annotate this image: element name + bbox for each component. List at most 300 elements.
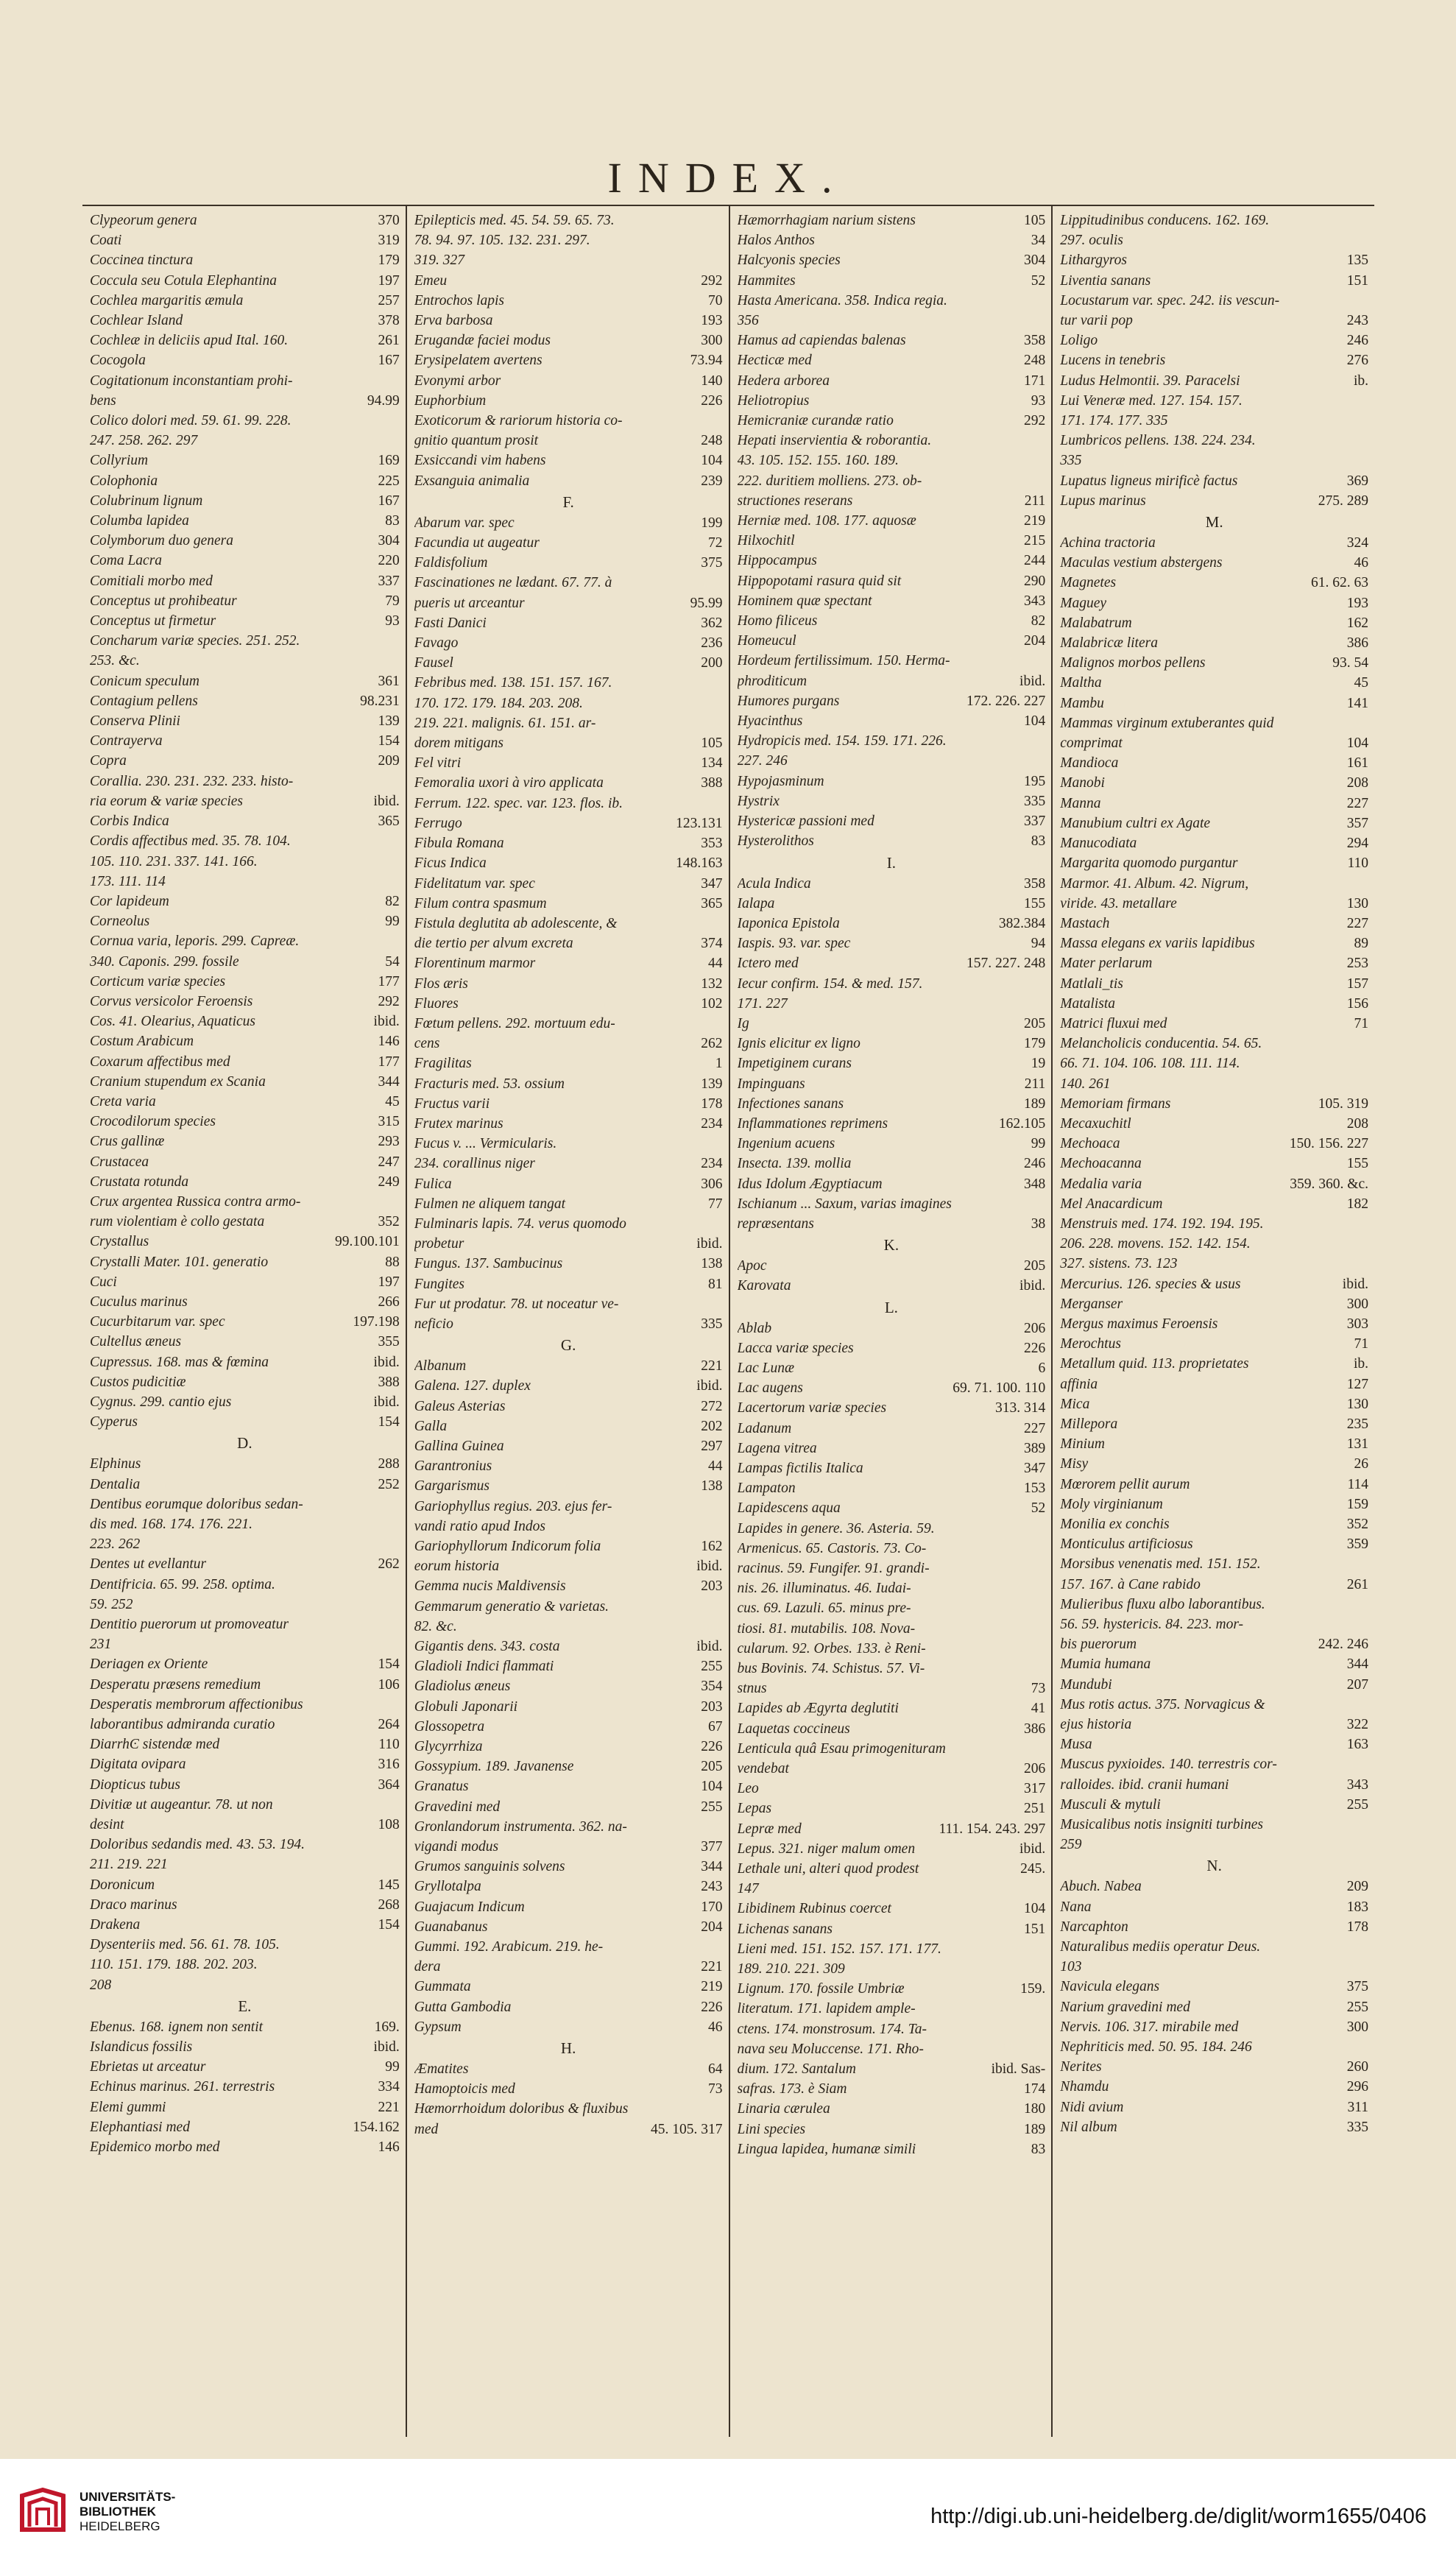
entry-pages: ibid. — [1019, 1278, 1046, 1294]
entry-term: Mambu — [1060, 695, 1104, 711]
entry-pages: 296 — [1346, 2079, 1368, 2095]
entry-pages: 154 — [378, 733, 400, 749]
entry-pages: ibid. — [696, 1559, 723, 1575]
entry-pages: 99 — [385, 914, 400, 930]
entry-term: Concharum variæ species. 251. 252. — [90, 633, 300, 649]
index-entry — [738, 1779, 1046, 1799]
section-letter: K. — [883, 1236, 900, 1255]
entry-pages: 343 — [1346, 1776, 1368, 1793]
entry-term: Abarum var. spec — [414, 515, 515, 531]
entry-pages: 355 — [378, 1334, 400, 1350]
entry-term: Columba lapidea — [90, 513, 189, 529]
entry-pages: 73 — [1031, 1681, 1046, 1697]
index-entry — [414, 974, 723, 994]
entry-pages: 82 — [385, 893, 400, 909]
index-entry — [414, 451, 723, 470]
entry-pages: 71 — [1354, 1015, 1368, 1031]
index-entry — [90, 1372, 400, 1392]
index-entry — [90, 952, 400, 972]
entry-term: Lac augens — [737, 1380, 803, 1397]
entry-term: Fidelitatum var. spec — [414, 875, 535, 892]
entry-term: Hysterolithos — [737, 833, 814, 850]
index-entry — [738, 1458, 1046, 1478]
entry-term: phroditicum — [737, 673, 807, 689]
entry-pages: 234 — [701, 1156, 723, 1172]
index-entry — [414, 1476, 723, 1496]
entry-term: Achina tractoria — [1060, 535, 1156, 551]
index-entry — [90, 892, 400, 911]
index-entry — [414, 1757, 723, 1776]
index-entry — [1060, 1174, 1368, 1194]
index-entry — [414, 1214, 723, 1234]
entry-term: 170. 172. 179. 184. 203. 208. — [414, 695, 583, 711]
index-entry — [414, 1094, 723, 1114]
entry-term: 78. 94. 97. 105. 132. 231. 297. — [414, 233, 590, 249]
index-entry — [738, 250, 1046, 270]
entry-term: pueris ut arceantur — [414, 595, 525, 611]
index-entry — [414, 794, 723, 814]
entry-pages: 335 — [701, 1316, 723, 1332]
entry-term: desint — [90, 1817, 124, 1833]
entry-pages: 46 — [1354, 555, 1368, 571]
index-entry — [738, 350, 1046, 370]
section-letter: E. — [238, 1997, 252, 2015]
entry-term: Custos pudicitiæ — [90, 1374, 186, 1390]
index-entry — [90, 911, 400, 931]
entry-pages: 180 — [1024, 2101, 1046, 2117]
entry-term: Crystalli Mater. 101. generatio — [90, 1254, 269, 1270]
entry-term: 253. &c. — [90, 653, 140, 669]
entry-term: 222. duritiem molliens. 273. ob- — [737, 473, 922, 489]
index-entry — [414, 1014, 723, 1034]
index-entry — [414, 613, 723, 633]
entry-term: Nil album — [1060, 2119, 1117, 2135]
entry-term: Mammas virginum extuberantes quid — [1060, 715, 1274, 731]
entry-pages: 352 — [378, 1214, 400, 1230]
entry-term: Humores purgans — [737, 693, 840, 709]
entry-term: Menstruis med. 174. 192. 194. 195. — [1060, 1215, 1264, 1232]
index-entry — [414, 350, 723, 370]
entry-term: ria eorum & variæ species — [90, 793, 243, 809]
index-entry — [414, 553, 723, 573]
entry-pages: 203 — [701, 1698, 723, 1715]
entry-pages: 127 — [1346, 1376, 1368, 1392]
entry-term: Lucens in tenebris — [1060, 353, 1166, 369]
entry-term: Cochlear Island — [90, 313, 183, 329]
index-entry — [414, 733, 723, 753]
entry-pages: 275. 289 — [1318, 493, 1368, 509]
index-entry — [1060, 833, 1368, 853]
index-entry — [90, 451, 400, 470]
entry-term: Lagena vitrea — [737, 1440, 817, 1456]
index-entry — [738, 671, 1046, 691]
index-entry — [414, 1314, 723, 1334]
entry-pages: 205 — [1024, 1015, 1046, 1031]
entry-pages: 377 — [701, 1839, 723, 1855]
index-entry — [90, 1554, 400, 1574]
entry-term: Ficus Indica — [414, 855, 487, 872]
index-entry — [90, 1272, 400, 1292]
entry-pages: 261 — [1346, 1576, 1368, 1592]
entry-pages: 108 — [378, 1817, 400, 1833]
index-entry — [414, 894, 723, 914]
index-entry — [414, 1556, 723, 1576]
entry-term: Manucodiata — [1060, 836, 1137, 852]
index-entry — [1060, 814, 1368, 833]
entry-term: Desperatis membrorum affectionibus — [90, 1696, 303, 1712]
entry-term: Lepas — [737, 1801, 772, 1817]
entry-term: Colophonia — [90, 473, 158, 489]
index-entry — [738, 811, 1046, 831]
index-entry — [90, 2057, 400, 2077]
index-entry — [414, 1576, 723, 1596]
entry-pages: 292 — [1024, 413, 1046, 429]
entry-term: Cygnus. 299. cantio ejus — [90, 1394, 232, 1410]
index-entry — [1060, 1274, 1368, 1294]
entry-term: Musa — [1060, 1737, 1092, 1753]
library-logo[interactable] — [16, 2485, 175, 2538]
entry-term: Mecaxuchitl — [1060, 1115, 1131, 1132]
entry-term: bens — [90, 392, 116, 409]
index-entry — [414, 1676, 723, 1696]
index-entry — [738, 571, 1046, 591]
index-entry — [414, 753, 723, 773]
entry-pages: 45 — [1354, 675, 1368, 691]
index-entry — [90, 1915, 400, 1935]
entry-term: Gemma nucis Maldivensis — [414, 1578, 566, 1595]
entry-term: 335 — [1060, 453, 1082, 469]
entry-term: Gariophyllorum Indicorum folia — [414, 1539, 601, 1554]
index-entry — [90, 331, 400, 350]
entry-term: Cranium stupendum ex Scania — [90, 1073, 266, 1090]
index-entry — [1060, 633, 1368, 653]
entry-term: Lapidescens aqua — [737, 1500, 841, 1517]
index-entry — [1060, 1554, 1368, 1574]
entry-term: Gariophyllus regius. 203. ejus fer- — [414, 1498, 612, 1514]
entry-term: bis puerorum — [1060, 1637, 1137, 1653]
index-entry — [90, 291, 400, 311]
entry-pages: 354 — [701, 1679, 723, 1695]
index-entry — [90, 551, 400, 571]
entry-term: Corvus versicolor Feroensis — [90, 993, 253, 1009]
entry-term: Cor lapideum — [90, 893, 169, 909]
index-entry — [738, 2099, 1046, 2119]
entry-term: Marmor. 41. Album. 42. Nigrum, — [1060, 875, 1249, 892]
index-entry — [738, 1879, 1046, 1899]
entry-term: Lepus. 321. niger malum omen — [737, 1841, 916, 1857]
index-entry — [90, 250, 400, 270]
entry-term: Fascinationes ne lædant. 67. 77. à — [414, 575, 612, 591]
entry-term: Cyperus — [90, 1414, 138, 1430]
index-entry — [414, 1656, 723, 1676]
entry-pages: 219 — [1024, 513, 1046, 529]
index-entry — [738, 551, 1046, 571]
entry-term: Cochlea margaritis æmula — [90, 292, 244, 308]
index-entry — [1060, 1754, 1368, 1774]
entry-term: 147 — [737, 1881, 759, 1897]
entry-term: Digitata ovipara — [90, 1757, 186, 1773]
entry-term: Lumbricos pellens. 138. 224. 234. — [1060, 433, 1256, 449]
index-entry — [738, 2120, 1046, 2139]
entry-pages: 98.231 — [360, 693, 400, 709]
index-entry — [90, 1754, 400, 1774]
entry-term: Manubium cultri ex Agate — [1060, 815, 1211, 831]
entry-term: Monticulus artificiosus — [1060, 1536, 1193, 1553]
index-entry — [1060, 1414, 1368, 1434]
index-entry — [1060, 1575, 1368, 1595]
index-entry — [738, 1439, 1046, 1458]
index-entry — [90, 1955, 400, 1975]
entry-pages: 189 — [1024, 2121, 1046, 2137]
index-entry — [90, 511, 400, 531]
entry-term: Epidemico morbo med — [90, 2139, 220, 2156]
entry-term: Muscus pyxioides. 140. terrestris cor- — [1060, 1757, 1277, 1773]
entry-pages: 292 — [378, 993, 400, 1009]
index-entry — [1060, 1014, 1368, 1034]
entry-term: Glycyrrhiza — [414, 1739, 483, 1755]
entry-term: Dentalia — [90, 1476, 141, 1492]
entry-term: 247. 258. 262. 297 — [90, 433, 198, 449]
entry-pages: 234 — [701, 1115, 723, 1132]
entry-term: Guajacum Indicum — [414, 1899, 525, 1915]
entry-pages: 206 — [1024, 1761, 1046, 1777]
entry-pages: ib. — [1353, 1356, 1368, 1372]
entry-term: Loligo — [1060, 333, 1098, 349]
entry-term: Echinus marinus. 261. terrestris — [90, 2079, 275, 2095]
index-entry — [90, 1514, 400, 1534]
index-entry — [90, 1172, 400, 1192]
index-entry — [1060, 573, 1368, 593]
entry-term: Flos æris — [414, 975, 468, 992]
entry-term: Apoc — [737, 1258, 767, 1274]
entry-pages: 264 — [378, 1717, 400, 1733]
entry-term: Femoralia uxori à viro applicata — [414, 775, 604, 791]
entry-pages: 375 — [1346, 1979, 1368, 1995]
index-entry — [90, 791, 400, 811]
entry-term: Lac Lunæ — [737, 1360, 794, 1376]
index-entry — [414, 2099, 723, 2119]
entry-pages: 202 — [701, 1418, 723, 1434]
entry-pages: 334 — [378, 2079, 400, 2095]
entry-pages: ibid. — [1019, 673, 1046, 689]
entry-pages: 174 — [1024, 2081, 1046, 2097]
index-entry — [414, 1877, 723, 1896]
permalink-url[interactable]: http://digi.ub.uni-heidelberg.de/diglit/worm1655/0406 — [930, 2505, 1427, 2528]
index-entry — [90, 2097, 400, 2117]
index-entry — [738, 1919, 1046, 1939]
entry-term: Lupatus ligneus mirificè factus — [1060, 473, 1238, 489]
entry-term: Erva barbosa — [414, 313, 493, 329]
entry-term: Lignum. 170. fossile Umbriæ — [737, 1981, 905, 1997]
index-entry — [1060, 914, 1368, 934]
entry-term: Mercurius. 126. species & usus — [1060, 1276, 1241, 1292]
entry-pages: 130 — [1346, 895, 1368, 911]
entry-term: Ig — [737, 1015, 749, 1031]
index-entry — [1060, 1294, 1368, 1314]
entry-term: 327. sistens. 73. 123 — [1060, 1256, 1178, 1272]
index-entry — [1060, 694, 1368, 713]
entry-pages: 215 — [1024, 533, 1046, 549]
entry-term: Mel Anacardicum — [1060, 1196, 1163, 1212]
viewer-footer — [0, 2459, 1456, 2576]
entry-term: Maguey — [1060, 595, 1107, 611]
entry-pages: 79 — [385, 593, 400, 609]
entry-term: Guanabanus — [414, 1919, 488, 1935]
index-entry — [1060, 1194, 1368, 1214]
entry-term: Doronicum — [90, 1877, 155, 1893]
entry-term: Corneolus — [90, 914, 150, 930]
entry-pages: 388 — [701, 775, 723, 791]
index-entry — [738, 1939, 1046, 1959]
entry-pages: 347 — [701, 875, 723, 892]
entry-term: Infectiones sanans — [737, 1095, 844, 1112]
entry-pages: 169. — [374, 2019, 400, 2035]
index-entry — [414, 953, 723, 973]
entry-term: 259 — [1060, 1837, 1082, 1853]
entry-pages: 374 — [701, 936, 723, 952]
index-entry — [1060, 1815, 1368, 1835]
entry-term: Exsanguia animalia — [414, 473, 530, 489]
entry-pages: 99 — [1031, 1136, 1046, 1152]
page-title: INDEX. — [607, 154, 849, 202]
entry-term: Gummata — [414, 1979, 471, 1995]
index-entry — [738, 1619, 1046, 1639]
entry-pages: 123.131 — [676, 815, 723, 831]
entry-term: Fel vitri — [414, 755, 462, 772]
index-entry — [90, 1152, 400, 1172]
entry-pages: ibid. — [696, 1378, 723, 1394]
entry-pages: 239 — [701, 473, 723, 489]
entry-term: Lampaton — [737, 1481, 796, 1497]
entry-term: Dentifricia. 65. 99. 258. optima. — [90, 1576, 275, 1592]
index-entry — [414, 391, 723, 411]
entry-pages: 167 — [378, 353, 400, 369]
entry-term: Hammites — [737, 272, 796, 289]
index-entry — [414, 371, 723, 391]
index-entry — [738, 1054, 1046, 1073]
index-entry — [414, 1294, 723, 1314]
entry-pages: 70 — [708, 292, 723, 308]
entry-term: Narcaphton — [1060, 1919, 1128, 1935]
entry-pages: 211 — [1024, 493, 1046, 509]
index-entry — [414, 1797, 723, 1817]
index-entry — [738, 1679, 1046, 1698]
index-entry — [90, 1895, 400, 1915]
entry-term: 206. 228. movens. 152. 142. 154. — [1060, 1236, 1251, 1252]
entry-pages: 311 — [1347, 2099, 1368, 2115]
entry-term: Emeu — [414, 272, 448, 289]
index-entry — [738, 1979, 1046, 1999]
index-entry — [90, 992, 400, 1012]
entry-term: Colymborum duo genera — [90, 533, 233, 549]
index-entry — [414, 1857, 723, 1877]
entry-pages: 139 — [378, 713, 400, 730]
index-entry — [414, 331, 723, 350]
entry-term: Corticum variæ species — [90, 973, 226, 989]
entry-pages: 155 — [1346, 1156, 1368, 1172]
entry-pages: 104 — [1346, 735, 1368, 752]
index-entry — [738, 1899, 1046, 1919]
index-entry — [1060, 2097, 1368, 2117]
index-entry — [90, 211, 400, 230]
index-entry — [738, 1319, 1046, 1338]
entry-pages: ibid. Sas- — [991, 2061, 1046, 2078]
index-entry — [738, 1539, 1046, 1559]
index-entry — [414, 1114, 723, 1134]
entry-term: Magnetes — [1060, 575, 1117, 591]
entry-term: Gladiolus æneus — [414, 1679, 511, 1695]
index-entry — [1060, 1835, 1368, 1855]
index-entry — [738, 1154, 1046, 1174]
entry-term: Gossypium. 189. Javanense — [414, 1759, 574, 1775]
entry-term: Galla — [414, 1418, 448, 1434]
index-entry — [1060, 1054, 1368, 1073]
index-entry — [738, 691, 1046, 711]
entry-term: Lenticula quâ Esau primogenituram — [737, 1740, 946, 1757]
entry-term: 223. 262 — [90, 1536, 141, 1553]
entry-pages: 1 — [715, 1056, 723, 1072]
entry-pages: 161 — [1346, 755, 1368, 772]
index-entry — [90, 611, 400, 631]
entry-term: Ialapa — [737, 895, 775, 911]
entry-term: Garantronius — [414, 1458, 492, 1475]
entry-term: Favago — [414, 635, 459, 652]
entry-term: Mater perlarum — [1060, 956, 1153, 972]
index-entry — [1060, 533, 1368, 553]
entry-term: Ablab — [737, 1320, 772, 1336]
entry-term: Gigantis dens. 343. costa — [414, 1639, 560, 1655]
index-entry — [414, 914, 723, 934]
index-entry — [738, 291, 1046, 311]
index-entry — [90, 651, 400, 671]
entry-pages: 162 — [701, 1539, 723, 1554]
index-entry — [90, 1072, 400, 1092]
entry-term: bus Bovinis. 74. Schistus. 57. Vi- — [737, 1661, 925, 1677]
entry-term: Desperatu præsens remedium — [90, 1676, 261, 1693]
entry-term: Draco marinus — [90, 1896, 177, 1913]
entry-term: med — [414, 2121, 439, 2137]
entry-term: Mœrorem pellit aurum — [1060, 1476, 1190, 1492]
entry-pages: 225 — [378, 473, 400, 489]
entry-term: 189. 210. 221. 309 — [737, 1961, 845, 1977]
entry-term: Millepora — [1060, 1416, 1118, 1432]
entry-pages: 221 — [701, 1959, 723, 1975]
entry-term: 103 — [1060, 1959, 1082, 1975]
entry-pages: 226 — [701, 392, 723, 409]
entry-term: Matalista — [1060, 995, 1116, 1012]
entry-pages: 73 — [708, 2081, 723, 2097]
library-logo-text — [79, 2490, 175, 2534]
entry-term: Minium — [1060, 1436, 1105, 1453]
entry-pages: 209 — [1346, 1879, 1368, 1895]
entry-term: Globuli Japonarii — [414, 1698, 518, 1715]
index-entry — [738, 1014, 1046, 1034]
index-entry — [1060, 1715, 1368, 1735]
entry-pages: 322 — [1346, 1717, 1368, 1733]
entry-term: Gladioli Indici flammati — [414, 1659, 554, 1675]
index-entry — [1060, 250, 1368, 270]
entry-term: DiarrhϾ sistendæ med — [90, 1737, 220, 1753]
index-entry — [90, 1835, 400, 1855]
entry-term: Fungus. 137. Sambucinus — [414, 1256, 563, 1272]
entry-term: Herniæ med. 108. 177. aquosæ — [737, 513, 916, 529]
entry-pages: 105 — [1024, 213, 1046, 228]
index-entry — [1060, 673, 1368, 693]
index-entry — [414, 2017, 723, 2037]
entry-pages: 344 — [378, 1073, 400, 1090]
index-entry — [414, 250, 723, 270]
entry-term: dium. 172. Santalum — [737, 2061, 856, 2078]
